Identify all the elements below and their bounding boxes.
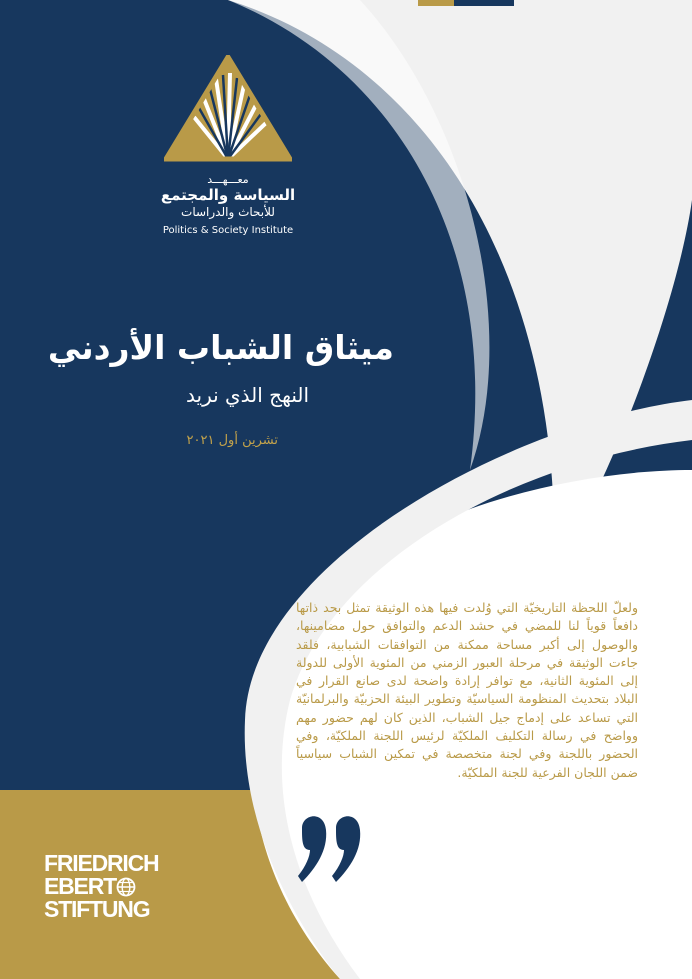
top-accent-navy (454, 0, 514, 6)
publisher-line-1: FRIEDRICH (44, 850, 159, 876)
publisher-logo (44, 852, 170, 921)
triangle-logo-icon (164, 55, 292, 163)
top-accent-gold (418, 0, 454, 6)
institute-label-small: معـــهـــد (207, 173, 249, 186)
institute-subname-arabic: للأبحاث والدراسات (181, 205, 275, 219)
publisher-line-3: STIFTUNG (44, 896, 150, 922)
institute-logo (148, 55, 308, 236)
publisher-line-2: EBERT (44, 873, 116, 899)
publication-date: تشرين أول ٢٠٢١ (186, 433, 278, 448)
institute-name-arabic: السياسة والمجتمع (160, 186, 296, 204)
body-paragraph: ولعلّ اللحظة التاريخيّة التي وُلدت فيها هذه الوثيقة تمثل بحد ذاتها دافعاً قوياً لنا للمضي في حشد الدعم والتوافق حول مضامينها، والوصول إلى أكبر مساحة ممكنة من التوافقات الشبابية، فلقد جاءت الوثيقة في مرحلة العبور الزمني من المئوية الأولى للدولة إلى المئوية الثانية، مع توافر إرادة واضحة لدى صانع القرار في البلاد بتحديث المنظومة السياسيّة وتطوير البيئة الحزبيّة والبرلمانيّة التي تساعد على إدماج جيل الشباب، الذين كان لهم حضور مهم وواضح في رسالة التكليف الملكيّة لرئيس اللجنة الملكيّة، وفي الحضور باللجنة وفي لجنة متخصصة في تمكين الشباب سياسياً ضمن اللجان الفرعية للجنة الملكيّة. (296, 600, 638, 780)
globe-icon (116, 877, 136, 897)
institute-name-english: Politics & Society Institute (162, 225, 294, 236)
document-subtitle: النهج الذي نريد (186, 383, 309, 407)
quote-mark-icon (296, 806, 366, 886)
document-title: ميثاق الشباب الأردني (47, 328, 394, 367)
